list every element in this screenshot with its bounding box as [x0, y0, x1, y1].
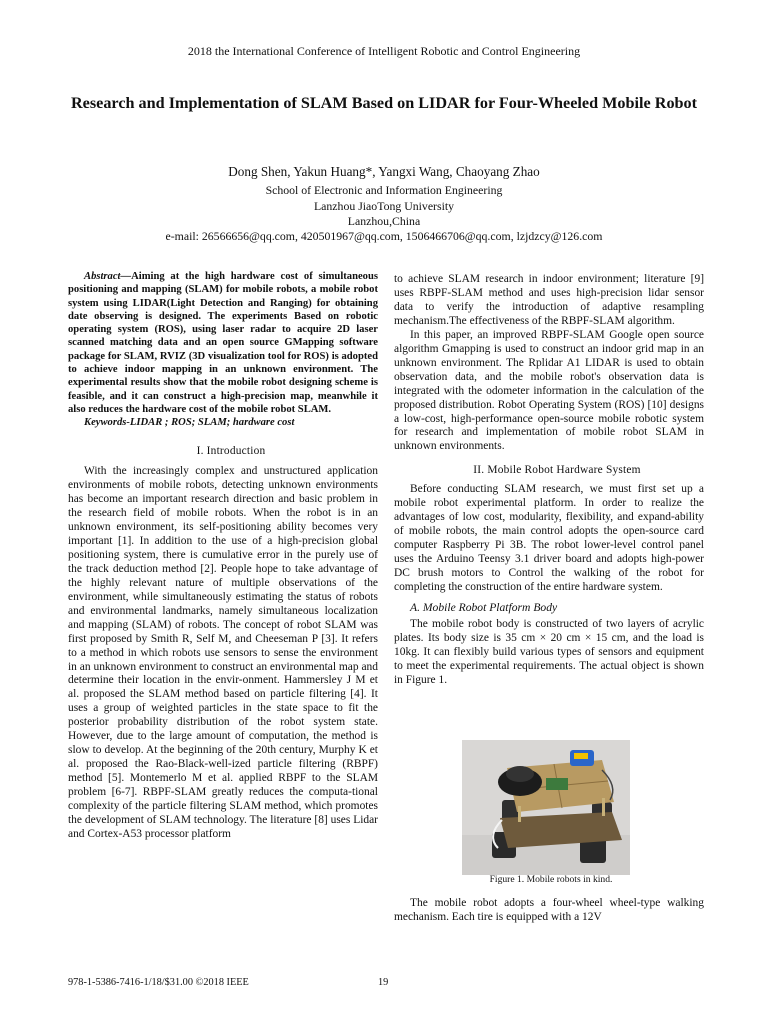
abstract	[68, 270, 378, 416]
authors: Dong Shen, Yakun Huang*, Yangxi Wang, Chaoyang Zhao	[228, 164, 540, 179]
affiliation-city: Lanzhou,China	[347, 214, 421, 228]
right-paragraph-1: to achieve SLAM research in indoor environment; literature [9] uses RBPF-SLAM method and uses high-precision lidar sensor data to verify the introduction of adaptive resampling mechanism.The effectiveness of the RBPF-SLAM algorithm.	[394, 273, 704, 327]
footer-isbn: 978-1-5386-7416-1/18/$31.00 ©2018 IEEE	[68, 977, 249, 988]
subsection-heading-platform: A. Mobile Robot Platform Body	[410, 600, 558, 614]
left-column	[68, 270, 378, 842]
page-number: 19	[378, 977, 389, 988]
robot-photo-illustration	[462, 740, 630, 875]
robot-photo	[462, 740, 630, 875]
section-heading-introduction: I. Introduction	[196, 445, 266, 458]
abstract-label: Abstract—	[84, 271, 132, 282]
figure-caption: Figure 1. Mobile robots in kind.	[489, 874, 613, 885]
hardware-paragraph: Before conducting SLAM research, we must first set up a mobile robot experimental platform. In order to realize the advantages of low cost, modularity, flexibility, and expand-ability of mobile robots, the main control adopts the open-source card computer Raspberry Pi 3B. The robot lower-level control panel uses the Arduino Teensy 3.1 driver board and adopts high-power DC brush motors to Control the walking of the robot for completing the construction of the entire hardware system.	[394, 483, 704, 594]
section-heading-hardware: II. Mobile Robot Hardware System	[473, 464, 641, 477]
keywords: Keywords-LIDAR ; ROS; SLAM; hardware cost	[84, 417, 295, 429]
introduction-paragraph: With the increasingly complex and unstructured application environments of mobile robots, detecting unknown environments has become an important research direction and basic problem in the research field of mobile robots. When the robot is in an unknown environment, its self-positioning ability becomes very important [1]. In addition to the use of a high-precision global positioning system, there is cumulative error in the purely use of the track deduction method [2]. People hope to take advantage of the highly relevant nature of multiple observations of the environment, while simultaneously estimating the status of robots and environmental landmarks, namely simultaneous localization and mapping (SLAM) of robots. The concept of robot SLAM was first proposed by Smith R, Self M, and Cheeseman P [3]. It refers to a method in which robots use sensors to sense the environment in an unknown environment to construct an environmental map and determine their location in the envir-onment. Hammersley J M et al. proposed the SLAM method based on particle filtering [4]. It uses a group of weighted particles in the state space to fit the posterior probability distribution of the robot system state. However, due to the large amount of computation, the method is slow to develop. At the beginning of the 20th century, Murphy K et al. proposed the Rao-Black-well-ized particle filtering (RBPF) method [5]. Montemerlo M et al. applied RBPF to the SLAM problem [6-7]. RBPF-SLAM greatly reduces the computa-tional complexity of the particle filtering SLAM method, which promotes the development of SLAM technology. The literature [8] uses Lidar and Cortex-A53 processor platform	[68, 465, 378, 840]
after-figure-text	[394, 897, 704, 925]
abstract-text: Aiming at the high hardware cost of simultaneous positioning and mapping (SLAM) for mobile robots, a mobile robot system using LIDAR(Light Detection and Ranging) for obtaining date observing is designed. The experiments Based on robotic operating system (ROS), using laser radar to acquire 2D laser scanned matching data and an open source GMapping software package for SLAM, RVIZ (3D visualization tool for ROS) is adopted to achieve indoor mapping in an unknown environment. The experimental results show that the mobile robot designing scheme is feasible, and it can construct a high-precision map, meanwhile it also reduces the hardware cost of the mobile robot SLAM.	[68, 271, 378, 415]
right-paragraph-2: In this paper, an improved RBPF-SLAM Google open source algorithm Gmapping is used to construct an indoor grid map in an unknown environment. The Rplidar A1 LIDAR is used to obtain observation data, and the mobile robot's observation data is integrated with the odometer information in the calculation of the proposed distribution. Robot Operating System (ROS) [10] designs a low-cost, high-performance open-source mobile robotic system for research and implementation of mobile robot SLAM in unknown environments.	[394, 328, 704, 453]
paper-title: Research and Implementation of SLAM Based on LIDAR for Four-Wheeled Mobile Robot	[70, 94, 698, 112]
right-column	[394, 273, 704, 688]
after-figure-paragraph: The mobile robot adopts a four-wheel wheel-type walking mechanism. Each tire is equipped with a 12V	[394, 897, 704, 923]
conference-header: 2018 the International Conference of Intelligent Robotic and Control Engineering	[187, 44, 581, 58]
affiliation-school: School of Electronic and Information Engineering	[265, 183, 503, 197]
affiliation-university: Lanzhou JiaoTong University	[313, 199, 455, 213]
affiliation-email: e-mail: 26566656@qq.com, 420501967@qq.com, 1506466706@qq.com, lzjdzcy@126.com	[165, 229, 603, 243]
platform-paragraph: The mobile robot body is constructed of two layers of acrylic plates. Its body size is 35 cm × 20 cm × 15 cm, and the load is 10kg. It can flexibly build various types of sensors and equipment to meet the experimental requirements. The actual object is shown in Figure 1.	[394, 617, 704, 686]
